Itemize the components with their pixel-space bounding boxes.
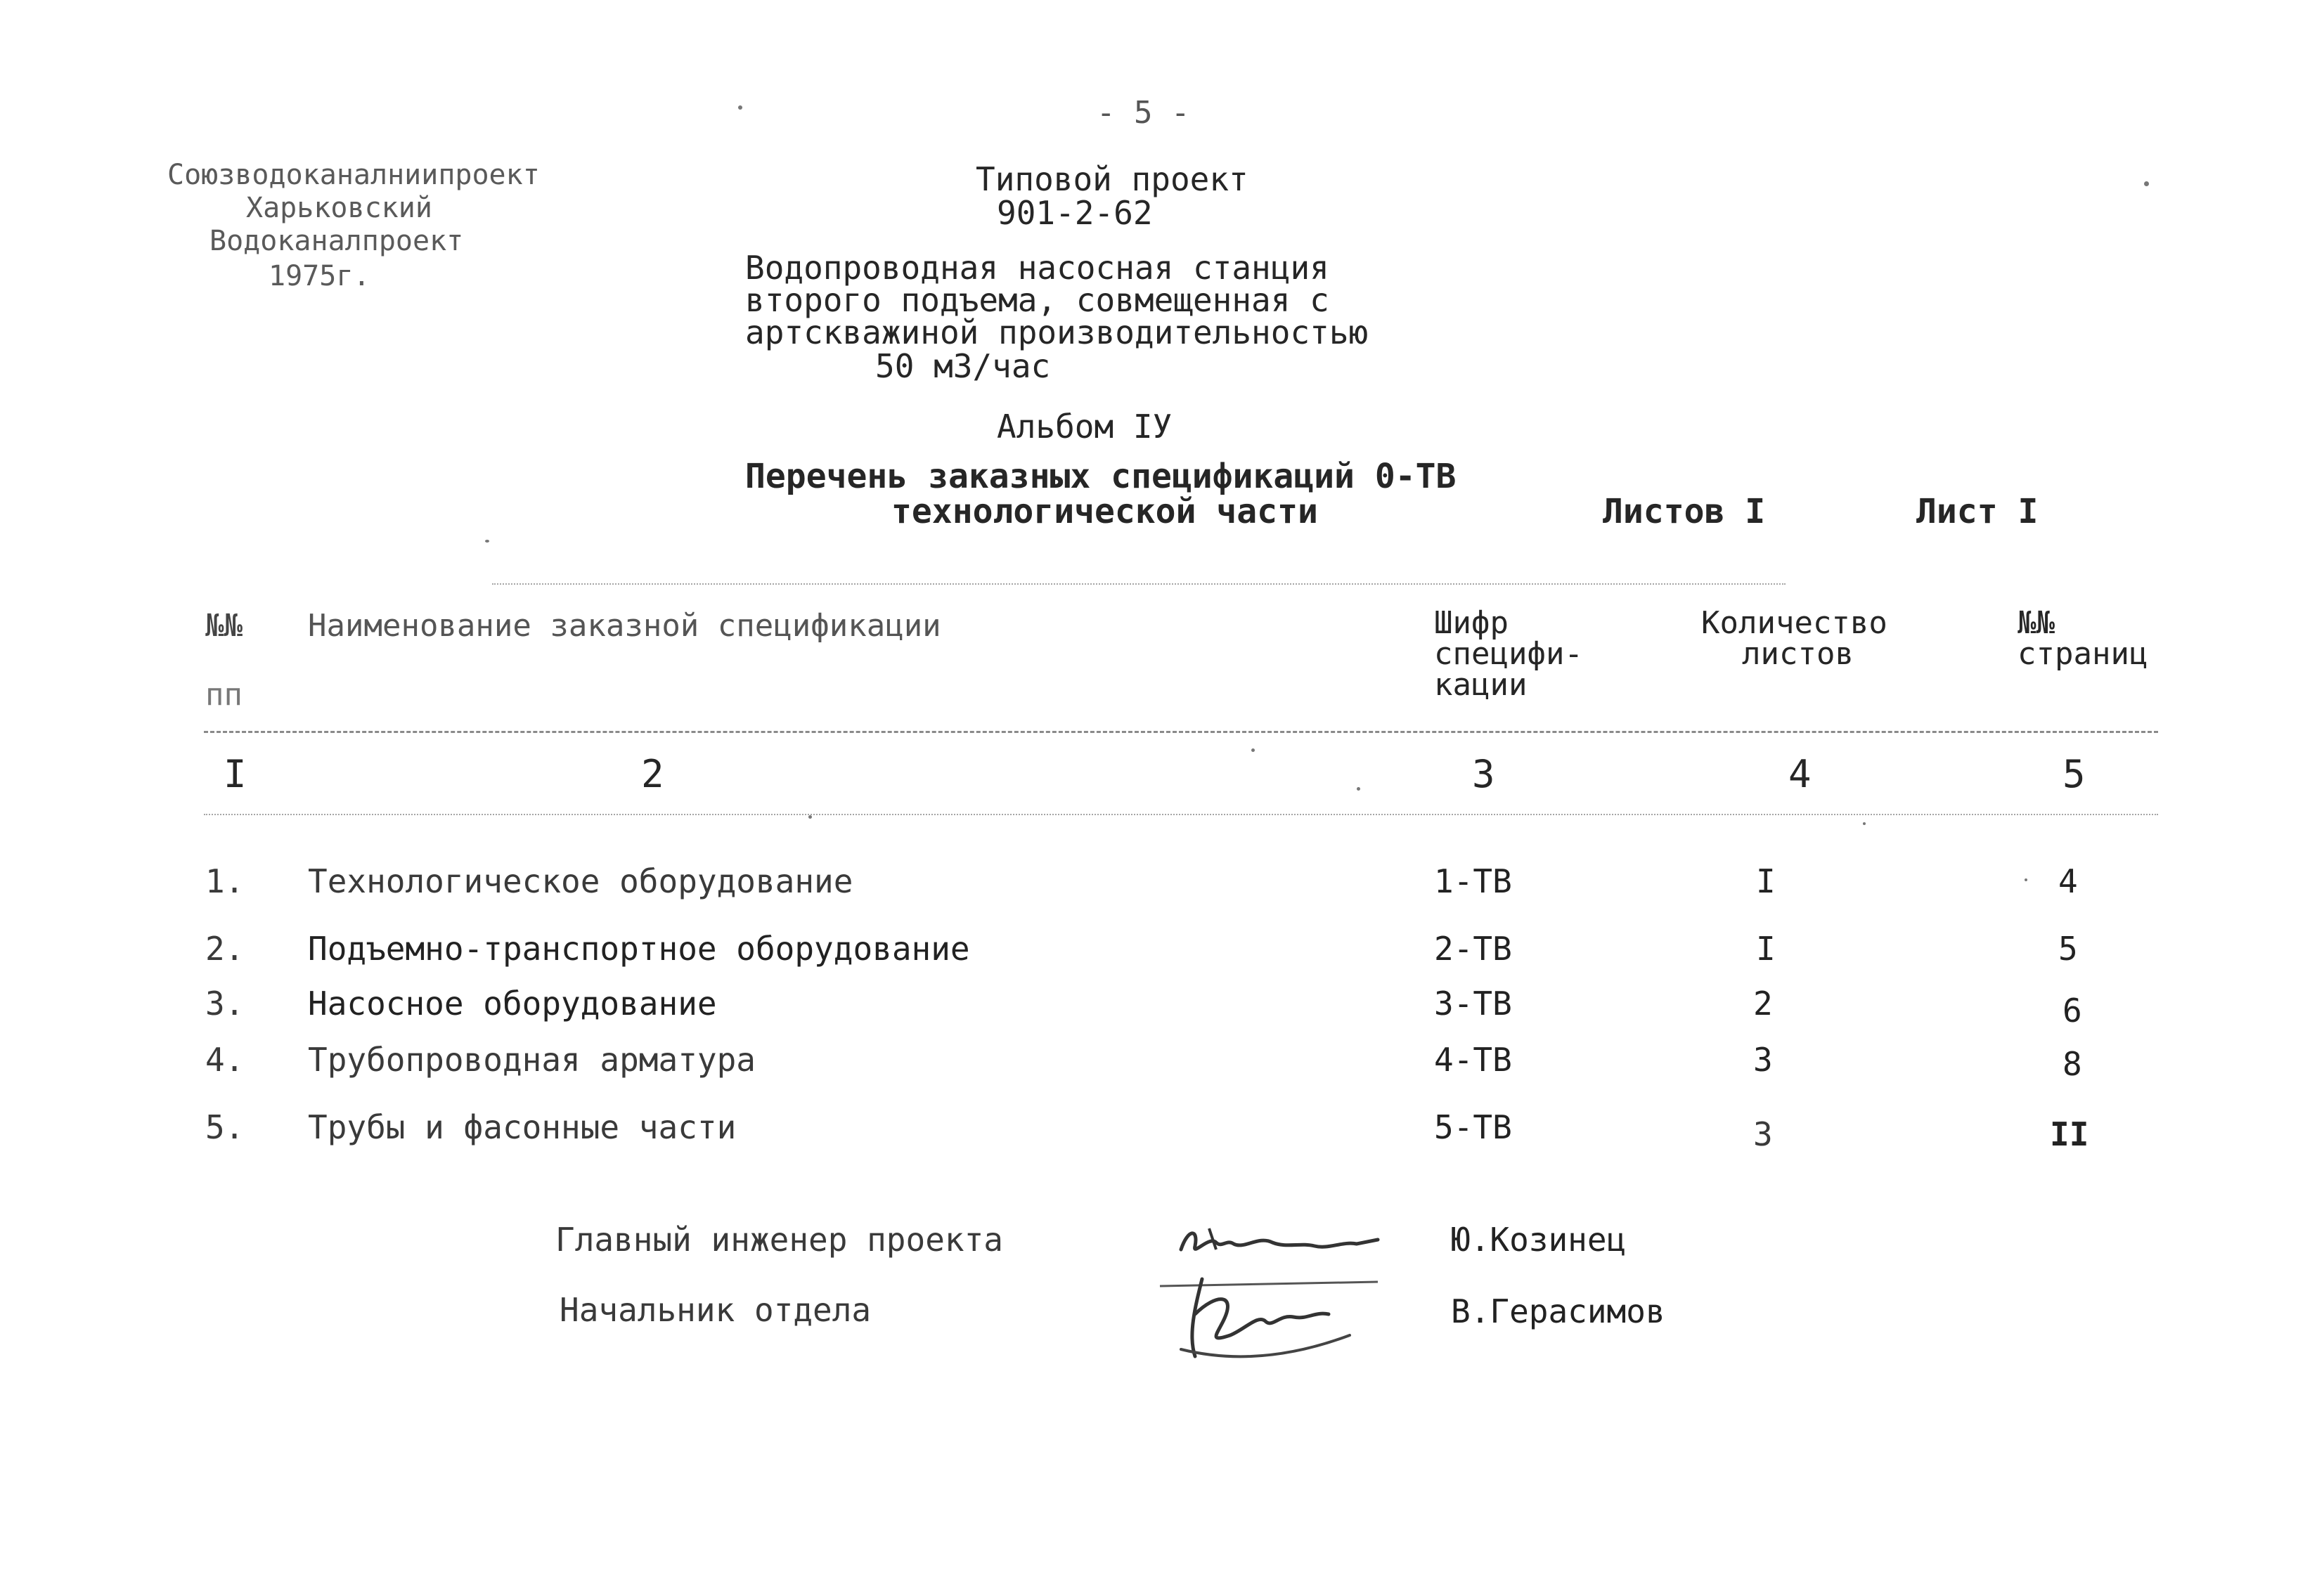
signature-role: Главный инженер проекта [555, 1221, 1003, 1259]
scan-speck [485, 540, 489, 543]
scan-speck [808, 815, 812, 819]
row-code: 5-ТВ [1434, 1108, 1512, 1146]
signature-role: Начальник отдела [560, 1291, 872, 1329]
organization-department: Водоканалпроект [209, 225, 464, 257]
header-name: Наименование заказной спецификации [308, 608, 941, 644]
row-num: 5. [205, 1108, 245, 1146]
row-page: 6 [2062, 992, 2082, 1030]
row-code: 4-ТВ [1434, 1041, 1512, 1079]
header-code: кации [1434, 667, 1528, 703]
row-name: Насосное оборудование [308, 985, 717, 1023]
project-label: Типовой проект [976, 160, 1248, 198]
row-name: Трубопроводная арматура [308, 1041, 756, 1079]
album-label: Альбом IУ [997, 408, 1173, 446]
header-rule [204, 731, 2158, 733]
row-num: 1. [205, 862, 245, 900]
sheet-current: Лист I [1916, 492, 2039, 531]
column-number: I [224, 752, 247, 796]
organization-name: Союзводоканалниипроект [167, 159, 540, 191]
header-num: №№ [205, 608, 243, 644]
project-code: 901-2-62 [997, 194, 1153, 232]
project-description-line: 50 м3/час [875, 347, 1051, 385]
scan-speck [2025, 878, 2027, 881]
row-count: 3 [1753, 1041, 1773, 1079]
row-num: 3. [205, 985, 245, 1023]
row-name: Технологическое оборудование [308, 862, 853, 900]
handwritten-signature [1167, 1207, 1392, 1271]
column-number: 2 [641, 752, 664, 796]
row-num: 2. [205, 930, 245, 968]
row-page: 5 [2058, 930, 2078, 968]
header-pages: №№ [2018, 605, 2055, 641]
row-count: 2 [1753, 985, 1773, 1023]
list-title-line: технологической части [891, 492, 1318, 531]
project-description-line: артскважиной производительностью [745, 313, 1369, 351]
sheets-total: Листов I [1603, 492, 1766, 531]
row-name: Подъемно-транспортное оборудование [308, 930, 970, 968]
row-count: I [1756, 930, 1776, 968]
row-name: Трубы и фасонные части [308, 1108, 737, 1146]
column-numbers-rule [204, 814, 2158, 815]
row-page: 8 [2062, 1045, 2082, 1083]
row-page: II [2050, 1115, 2089, 1153]
scan-speck [1863, 822, 1866, 825]
row-count: I [1756, 862, 1776, 900]
row-code: 2-ТВ [1434, 930, 1512, 968]
row-code: 3-ТВ [1434, 985, 1512, 1023]
row-count: 3 [1753, 1115, 1773, 1153]
organization-year: 1975г. [269, 260, 370, 292]
row-code: 1-ТВ [1434, 862, 1512, 900]
signature-name: Ю.Козинец [1451, 1221, 1627, 1259]
scan-speck [738, 105, 742, 110]
header-num-sub: пп [205, 677, 243, 713]
header-code: специфи- [1434, 636, 1583, 672]
organization-city: Харьковский [246, 192, 432, 224]
signature-name: В.Герасимов [1451, 1292, 1665, 1330]
column-number: 3 [1472, 752, 1495, 796]
scan-speck [1357, 787, 1360, 791]
header-count: Количество [1701, 605, 1887, 641]
scan-speck [1251, 748, 1255, 752]
header-pages: страниц [2018, 636, 2148, 672]
column-number: 4 [1788, 752, 1812, 796]
header-count: листов [1742, 636, 1854, 672]
table-top-rule [492, 583, 1786, 585]
handwritten-signature [1153, 1265, 1385, 1370]
scan-speck [2144, 181, 2149, 186]
row-num: 4. [205, 1041, 245, 1079]
column-number: 5 [2062, 752, 2086, 796]
project-description-line: второго подъема, совмещенная с [745, 281, 1329, 319]
page-number: - 5 - [1097, 95, 1190, 131]
project-description-line: Водопроводная насосная станция [745, 249, 1329, 287]
header-code: Шифр [1434, 605, 1509, 641]
row-page: 4 [2058, 862, 2078, 900]
list-title-line: Перечень заказных спецификаций 0-ТВ [745, 457, 1457, 496]
